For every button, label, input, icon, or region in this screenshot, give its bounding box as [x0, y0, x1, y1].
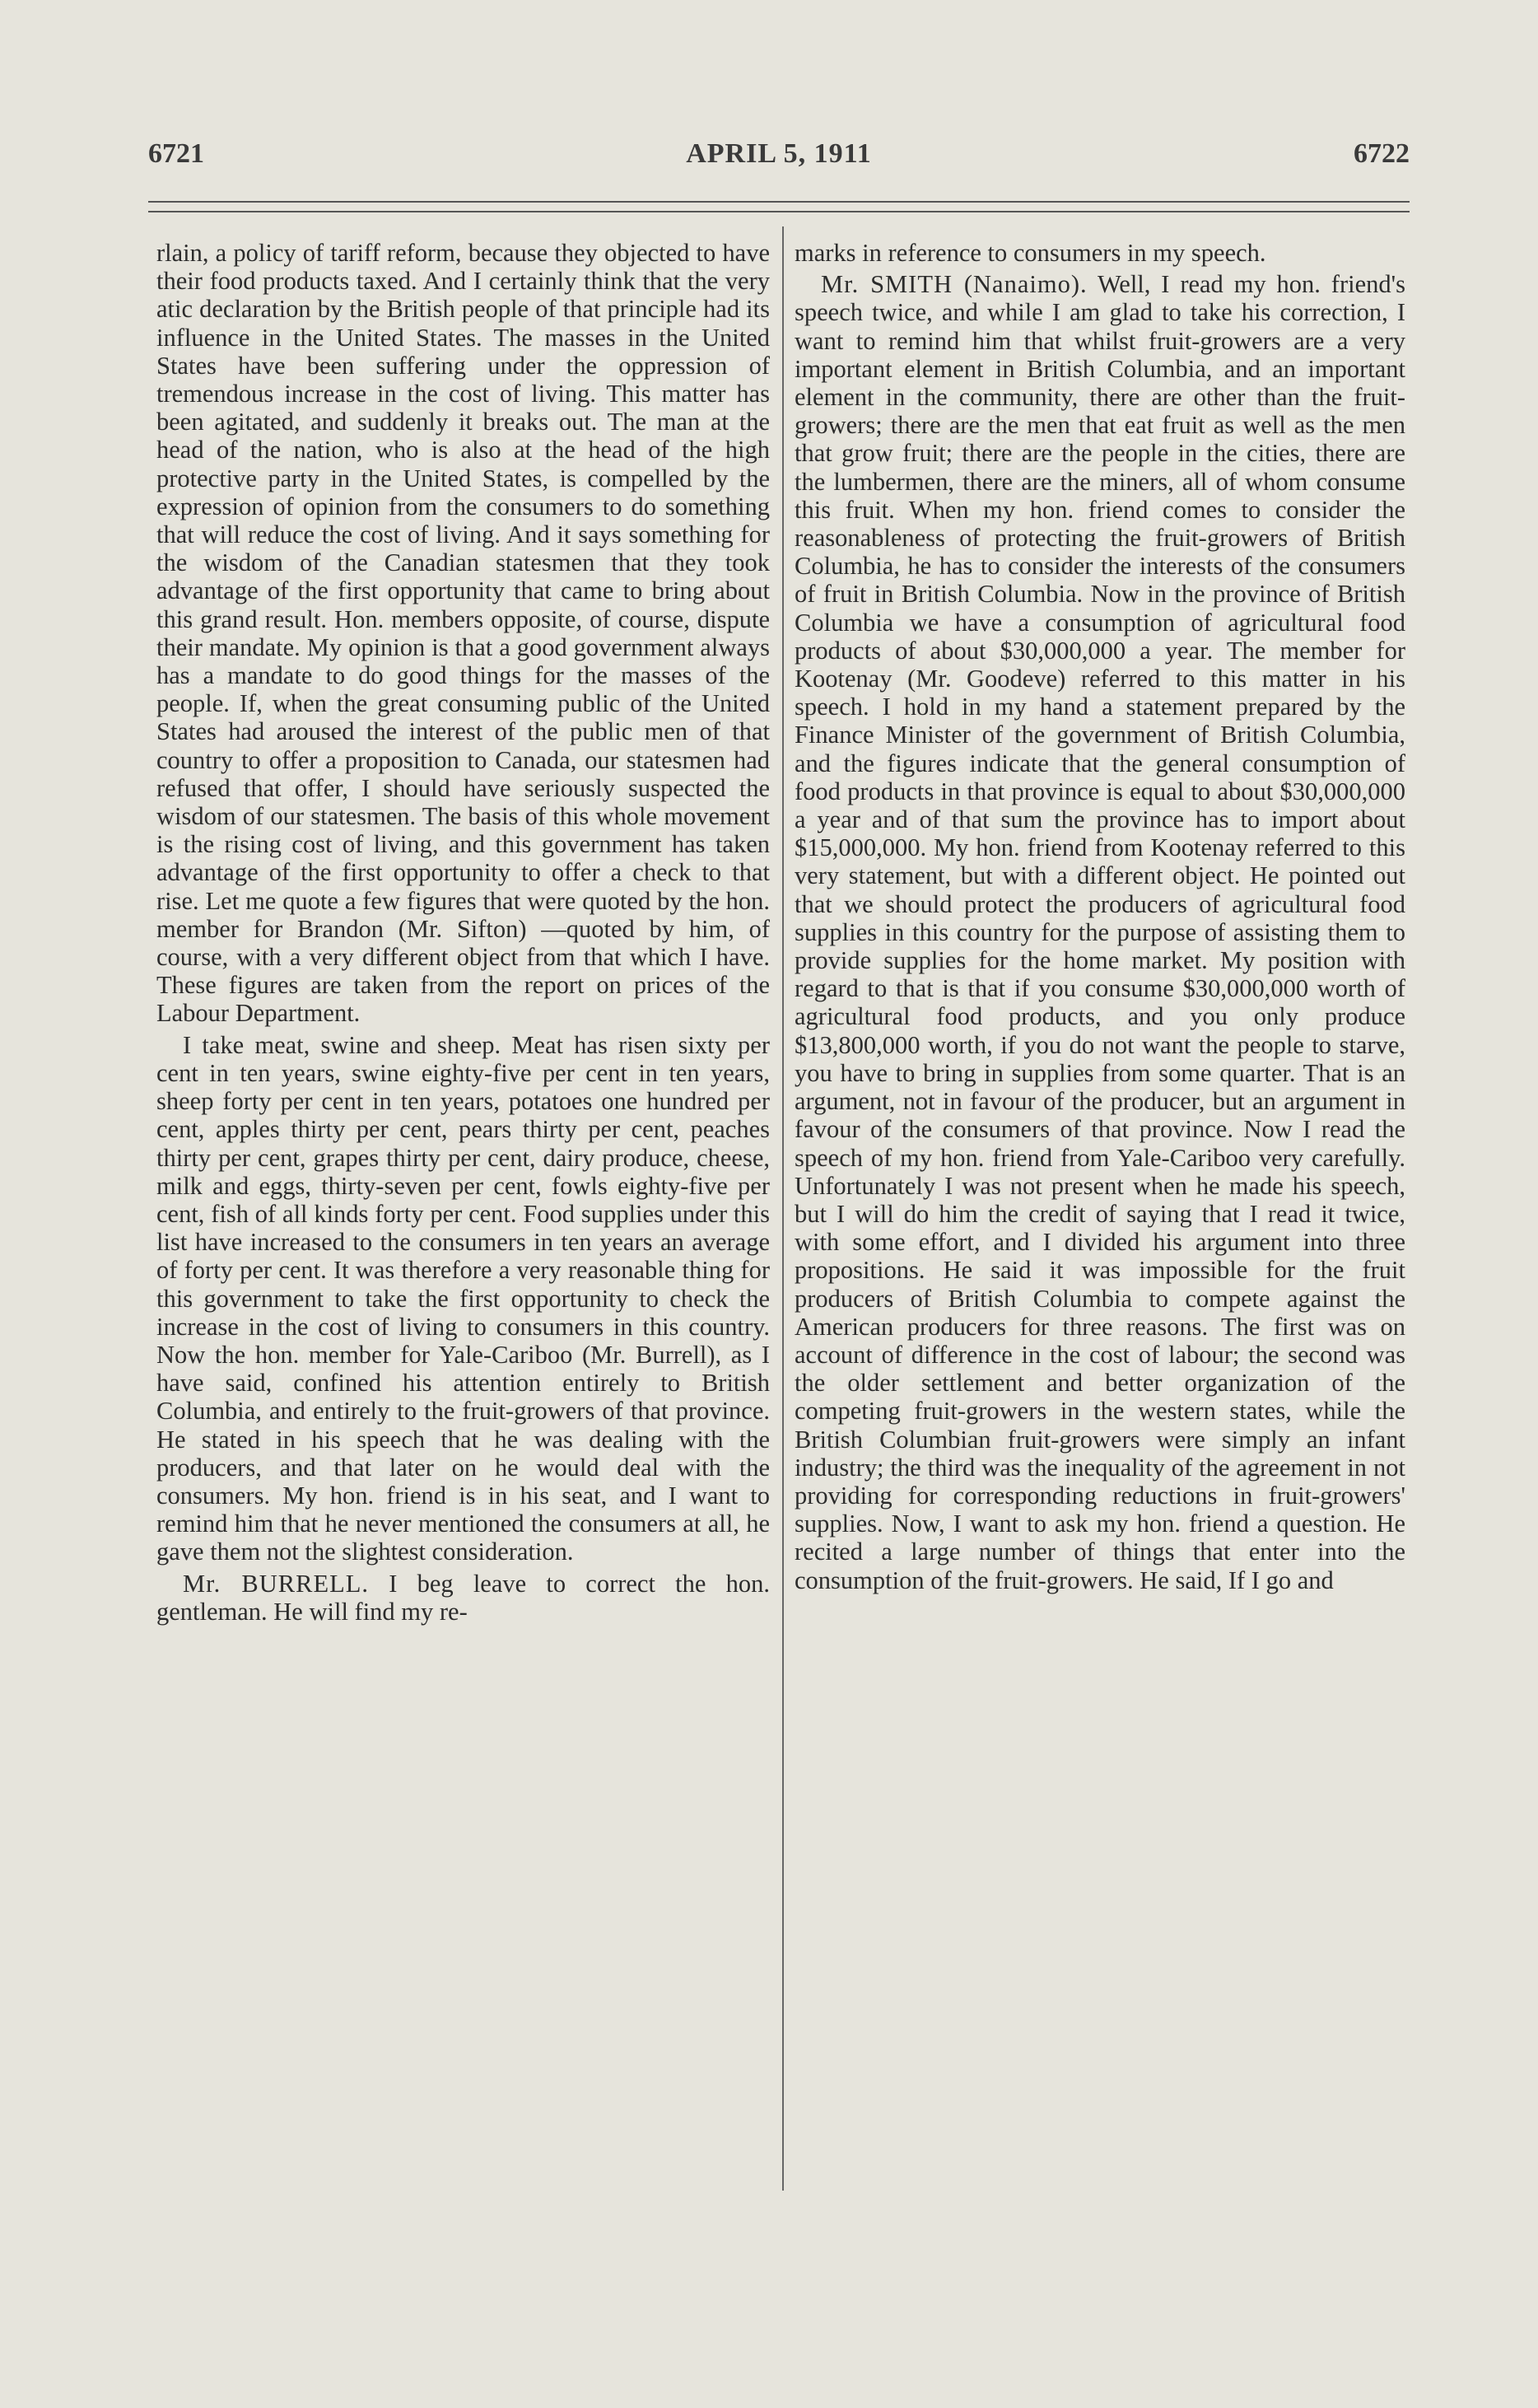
- page-number-right: 6722: [1354, 138, 1410, 169]
- column-divider: [782, 226, 784, 2191]
- page-header: [148, 138, 1410, 180]
- right-paragraph-1: marks in reference to consumers in my speech.: [795, 239, 1266, 267]
- page-number-left: 6721: [148, 138, 204, 169]
- speaker-burrell: Mr. BURRELL.: [183, 1569, 369, 1598]
- page-date: APRIL 5, 1911: [686, 138, 872, 169]
- left-paragraph-1: rlain, a policy of tariff reform, because they objected to have their food products taxed. And I certainly think that the very atic declaration by the British people of that principle had its influence in the United States. The masses in the United States have been suffering under the oppression of tremendous increase in the cost of living. This matter has been agitated, and suddenly it breaks out. The man at the head of the nation, who is also at the head of the high protective party in the United States, is compelled by the expression of opinion from the consumers to do something that will reduce the cost of living. And it says something for the wisdom of the Canadian statesmen that they took advantage of the first opportunity that came to bring about this grand result. Hon. members opposite, of course, dispute their mandate. My opinion is that a good government always has a mandate to do good things for the masses of the people. If, when the great consuming public of the United States had aroused the interest of the public men of that country to offer a proposition to Canada, our statesmen had refused that offer, I should have seriously suspected the wisdom of our statesmen. The basis of this whole movement is the rising cost of living, and this government has taken advantage of the first opportunity to offer a check to that rise. Let me quote a few figures that were quoted by the hon. member for Brandon (Mr. Sifton) —quoted by him, of course, with a very different object from that which I have. These figures are taken from the report on prices of the Labour Department.: [156, 239, 770, 1028]
- left-column: [156, 239, 770, 1629]
- speaker-smith: Mr. SMITH (Nanaimo).: [821, 270, 1088, 299]
- right-column: [795, 239, 1405, 1598]
- left-paragraph-3: [156, 1570, 770, 1626]
- burrell-remark: I beg leave to correct the hon. gentleman. He will find my re-: [156, 1569, 770, 1626]
- header-rule-bottom: [148, 211, 1410, 212]
- header-rule-top: [148, 201, 1410, 203]
- smith-speech: Well, I read my hon. friend's speech twice, and while I am glad to take his correction, I want to remind him that whilst fruit-growers are a very important element in British Columbia, and an important element in the community, there are other than the fruit-growers; there are the men that eat fruit as well as the men that grow fruit; there are the people in the cities, there are the lumbermen, there are the miners, all of whom consume this fruit. When my hon. friend comes to consider the reasonableness of protecting the fruit-growers of British Columbia, he has to consider the interests of the consumers of fruit in British Columbia. Now in the province of British Columbia we have a consumption of agricultural food products of about $30,000,000 a year. The member for Kootenay (Mr. Goodeve) referred to this matter in his speech. I hold in my hand a statement prepared by the Finance Minister of the government of British Columbia, and the figures indicate that the general consumption of food products in that province is equal to about $30,000,000 a year and of that sum the province has to import about $15,000,000. My hon. friend from Kootenay referred to this very statement, but with a different object. He pointed out that we should protect the producers of agricultural food supplies in this country for the purpose of assisting them to provide supplies for the home market. My position with regard to that is that if you consume $30,000,000 worth of agricultural food products, and you only produce $13,800,000 worth, if you do not want the people to starve, you have to bring in supplies from some quarter. That is an argument, not in favour of the producer, but an argument in favour of the consumers of that province. Now I read the speech of my hon. friend from Yale-Cariboo very carefully. Unfortunately I was not present when he made his speech, but I will do him the credit of saying that I read it twice, with some effort, and I divided his argument into three propositions. He said it was impossible for the fruit producers of British Columbia to compete against the American producers for three reasons. The first was on account of difference in the cost of labour; the second was the older settlement and better organization of the competing fruit-growers in the western states, while the British Columbian fruit-growers were simply an infant industry; the third was the inequality of the agreement in not providing for corresponding reductions in fruit-growers' supplies. Now, I want to ask my hon. friend a question. He recited a large number of things that enter into the consumption of the fruit-growers. He said, If I go and: [795, 270, 1405, 1594]
- left-paragraph-2: I take meat, swine and sheep. Meat has risen sixty per cent in ten years, swine eighty-five per cent in ten years, sheep forty per cent in ten years, potatoes one hundred per cent, apples thirty per cent, pears thirty per cent, peaches thirty per cent, grapes thirty per cent, dairy produce, cheese, milk and eggs, thirty-seven per cent, fowls eighty-five per cent, fish of all kinds forty per cent. Food supplies under this list have increased to the consumers in ten years an average of forty per cent. It was therefore a very reasonable thing for this government to take the first opportunity to check the increase in the cost of living to consumers in this country. Now the hon. member for Yale-Cariboo (Mr. Burrell), as I have said, confined his attention entirely to British Columbia, and entirely to the fruit-growers of that province. He stated in his speech that he was dealing with the producers, and that later on he would deal with the consumers. My hon. friend is in his seat, and I want to remind him that he never mentioned the consumers at all, he gave them not the slightest consideration.: [156, 1030, 770, 1566]
- right-paragraph-2: [795, 270, 1405, 1594]
